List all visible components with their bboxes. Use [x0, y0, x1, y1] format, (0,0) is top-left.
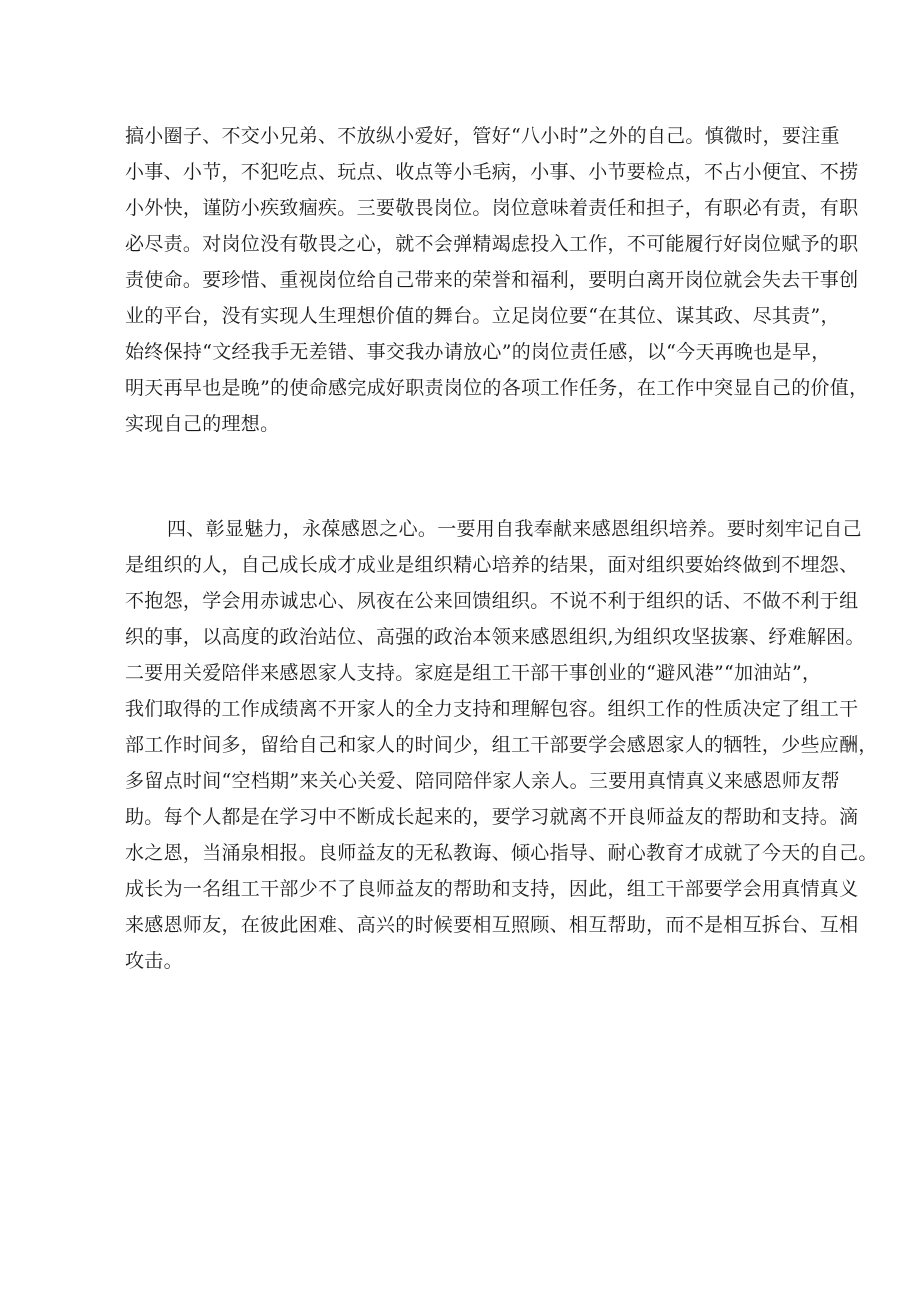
text-line: 明天再早也是晚”的使命感完成好职责岗位的各项工作任务，在工作中突显自己的价值，: [125, 377, 869, 399]
text-line: 四、彰显魅力，永葆感恩之心。一要用自我奉献来感恩组织培养。要时刻牢记自己: [167, 518, 862, 540]
text-line: 搞小圈子、不交小兄弟、不放纵小爱好，管好“八小时”之外的自己。慎微时，要注重: [125, 125, 840, 147]
text-line: 是组织的人，自己成长成才成业是组织精心培养的结果，面对组织要始终做到不埋怨、: [125, 554, 859, 576]
text-line: 水之恩，当涌泉相报。良师益友的无私教诲、倾心指导、耐心教育才成就了今天的自己。: [125, 842, 878, 864]
text-line: 始终保持“文经我手无差错、事交我办请放心”的岗位责任感，以“今天再晚也是早，: [125, 341, 831, 363]
text-line: 业的平台，没有实现人生理想价值的舞台。立足岗位要“在其位、谋其政、尽其责”，: [125, 305, 840, 327]
text-line: 多留点时间“空档期”来关心关爱、陪同陪伴家人亲人。三要用真情真义来感恩师友帮: [125, 770, 840, 792]
text-line: 必尽责。对岗位没有敬畏之心，就不会弹精竭虑投入工作，不可能履行好岗位赋予的职: [125, 233, 859, 255]
text-line: 小外快，谨防小疾致痼疾。三要敬畏岗位。岗位意味着责任和担子，有职必有责，有职: [125, 197, 859, 219]
text-line: 织的事，以高度的政治站位、高强的政治本领来感恩组织,为组织攻坚拔寨、纾难解困。: [125, 626, 865, 648]
text-line: 二要用关爱陪伴来感恩家人支持。家庭是组工干部干事创业的“避风港”“加油站”，: [125, 662, 822, 684]
text-line: 成长为一名组工干部少不了良师益友的帮助和支持，因此，组工干部要学会用真情真义: [125, 878, 859, 900]
text-line: 部工作时间多，留给自己和家人的时间少，组工干部要学会感恩家人的牺牲，少些应酬，: [125, 734, 878, 756]
text-line: 实现自己的理想。: [125, 413, 280, 435]
text-line: 攻击。: [125, 950, 183, 972]
text-line: 助。每个人都是在学习中不断成长起来的，要学习就离不开良师益友的帮助和支持。滴: [125, 806, 859, 828]
text-line: 我们取得的工作成绩离不开家人的全力支持和理解包容。组织工作的性质决定了组工干: [125, 698, 859, 720]
paragraph-2: [125, 511, 878, 979]
text-line: 小事、小节，不犯吃点、玩点、收点等小毛病，小事、小节要检点，不占小便宜、不捞: [125, 161, 859, 183]
text-line: 来感恩师友，在彼此困难、高兴的时候要相互照顾、相互帮助，而不是相互拆台、互相: [125, 914, 859, 936]
text-line: 不抱怨，学会用赤诚忠心、夙夜在公来回馈组织。不说不利于组织的话、不做不利于组: [125, 590, 859, 612]
paragraph-1: [125, 118, 869, 442]
text-line: 责使命。要珍惜、重视岗位给自己带来的荣誉和福利，要明白离开岗位就会失去干事创: [125, 269, 859, 291]
